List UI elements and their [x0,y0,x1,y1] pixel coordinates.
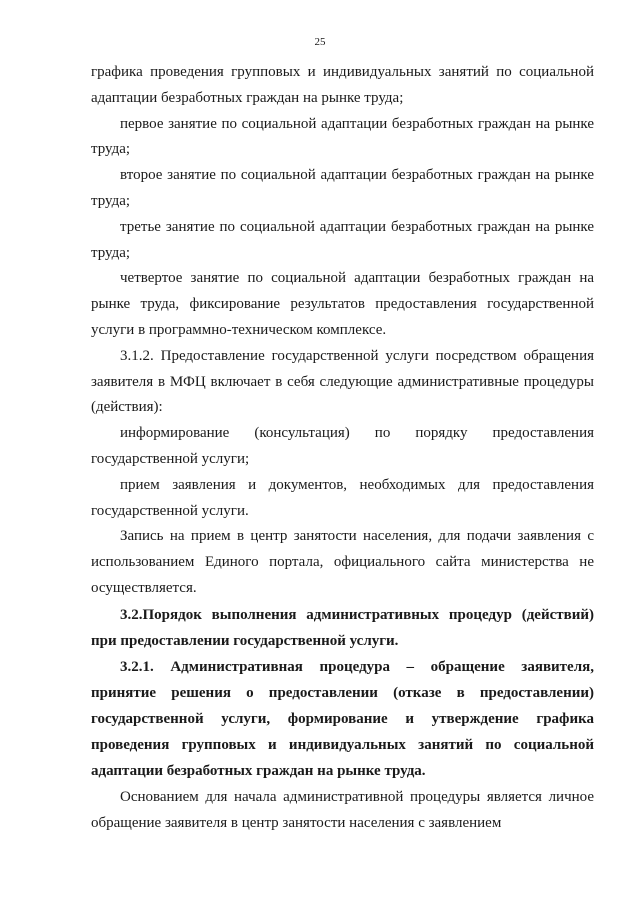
paragraph-application-intake: прием заявления и документов, необходимых для предоставления государственной услуги. [91,476,594,519]
paragraph-third-session: третье занятие по социальной адаптации безработных граждан на рынке труда; [91,218,594,261]
page-number: 25 [314,36,326,48]
paragraph-informing: информирование (консультация) по порядку предоставления государственной услуги; [91,425,594,467]
section-heading-3-2-1: 3.2.1. Административная процедура – обращение заявителя, принятие решения о предоставлении (отказе в предоставлении) государственной услуги, формирование и утверждение графика проведения групповых и индивидуальных занятий по социальной адаптации безработных граждан на рынке труда. [91,659,594,779]
paragraph-second-session: второе занятие по социальной адаптации безработных граждан на рынке труда; [91,167,594,209]
document-body [91,60,594,837]
section-heading-3-2: 3.2.Порядок выполнения административных процедур (действий) при предоставлении государственной услуги. [91,606,594,649]
paragraph-fourth-session: четвертое занятие по социальной адаптации безработных граждан на рынке труда, фиксирование результатов предоставления государственной услуги в программно-техническом комплексе. [91,270,594,338]
paragraph-procedure-basis: Основанием для начала административной процедуры является личное обращение заявителя в центр занятости населения с заявлением [91,789,594,832]
paragraph-schedule-continuation: графика проведения групповых и индивидуальных занятий по социальной адаптации безработных граждан на рынке труда; [91,64,594,106]
paragraph-3-1-2: 3.1.2. Предоставление государственной услуги посредством обращения заявителя в МФЦ включает в себя следующие административные процедуры (действия): [91,347,594,416]
paragraph-first-session: первое занятие по социальной адаптации безработных граждан на рынке труда; [91,115,594,158]
paragraph-appointment-note: Запись на прием в центр занятости населения, для подачи заявления с использованием Единого портала, официального сайта министерства не осуществляется. [91,528,594,596]
